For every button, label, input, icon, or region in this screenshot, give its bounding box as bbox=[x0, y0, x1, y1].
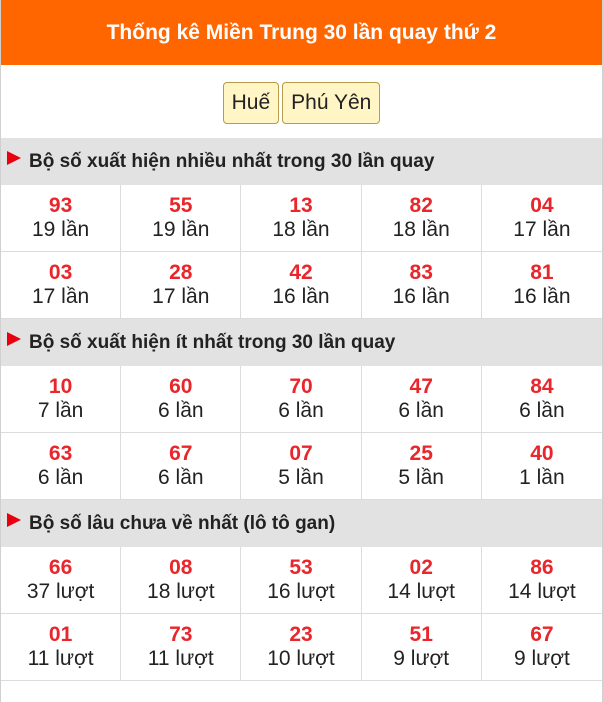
lotto-number: 47 bbox=[409, 374, 433, 398]
section-most-frequent-title bbox=[1, 138, 602, 185]
lotto-number: 93 bbox=[48, 193, 73, 217]
number-cell bbox=[241, 547, 361, 614]
occurrence-count: 5 lần bbox=[278, 466, 324, 489]
number-cell bbox=[241, 614, 361, 681]
occurrence-count: 19 lần bbox=[31, 218, 90, 241]
occurrence-count: 37 lượt bbox=[26, 580, 95, 603]
number-cell bbox=[241, 366, 361, 433]
page-title-text: Thống kê Miền Trung 30 lần quay thứ 2 bbox=[106, 20, 497, 44]
occurrence-count: 5 lần bbox=[398, 466, 444, 489]
number-cell bbox=[1, 252, 121, 319]
number-cell bbox=[362, 252, 482, 319]
number-cell bbox=[121, 252, 241, 319]
occurrence-count: 10 lượt bbox=[267, 647, 335, 670]
occurrence-count: 17 lần bbox=[513, 218, 571, 241]
lotto-number: 03 bbox=[48, 260, 73, 284]
lotto-number: 01 bbox=[48, 622, 73, 646]
occurrence-count: 17 lần bbox=[152, 285, 210, 308]
number-cell bbox=[121, 366, 241, 433]
occurrence-count: 6 lần bbox=[398, 399, 444, 422]
number-cell bbox=[121, 433, 241, 500]
lotto-number: 42 bbox=[289, 260, 313, 284]
occurrence-count: 6 lần bbox=[37, 466, 84, 489]
occurrence-count: 11 lượt bbox=[27, 647, 94, 670]
lotto-number: 67 bbox=[530, 622, 554, 646]
occurrence-count: 18 lần bbox=[392, 218, 450, 241]
red-flag-icon bbox=[7, 513, 21, 527]
lotto-number: 08 bbox=[169, 555, 193, 579]
lotto-number: 70 bbox=[289, 374, 313, 398]
lotto-number: 67 bbox=[169, 441, 193, 465]
lotto-number: 81 bbox=[530, 260, 554, 284]
lotto-number: 51 bbox=[409, 622, 433, 646]
occurrence-count: 1 lần bbox=[519, 466, 565, 489]
least-frequent-grid bbox=[1, 366, 602, 500]
occurrence-count: 7 lần bbox=[37, 399, 84, 422]
occurrence-count: 9 lượt bbox=[393, 647, 450, 670]
lotto-number: 83 bbox=[409, 260, 433, 284]
lotto-number: 84 bbox=[530, 374, 554, 398]
number-cell bbox=[1, 433, 121, 500]
number-cell bbox=[362, 366, 482, 433]
number-cell bbox=[241, 433, 361, 500]
occurrence-count: 6 lần bbox=[278, 399, 324, 422]
section-title-text: Bộ số xuất hiện nhiều nhất trong 30 lần quay bbox=[29, 150, 435, 172]
tab-hue[interactable]: Huế bbox=[223, 82, 280, 124]
occurrence-count: 14 lượt bbox=[387, 580, 455, 603]
lotto-number: 04 bbox=[530, 193, 554, 217]
number-cell bbox=[121, 614, 241, 681]
lotto-number: 55 bbox=[169, 193, 193, 217]
number-cell bbox=[482, 185, 602, 252]
lotto-number: 63 bbox=[48, 441, 73, 465]
occurrence-count: 16 lần bbox=[392, 285, 450, 308]
occurrence-count: 17 lần bbox=[31, 285, 90, 308]
lotto-number: 07 bbox=[289, 441, 313, 465]
lotto-number: 10 bbox=[48, 374, 73, 398]
lotto-number: 82 bbox=[409, 193, 433, 217]
occurrence-count: 11 lượt bbox=[147, 647, 214, 670]
number-cell bbox=[121, 185, 241, 252]
occurrence-count: 16 lần bbox=[513, 285, 571, 308]
lotto-number: 40 bbox=[530, 441, 554, 465]
number-cell bbox=[1, 366, 121, 433]
gan-grid bbox=[1, 547, 602, 681]
lotto-number: 13 bbox=[289, 193, 313, 217]
section-least-frequent-title bbox=[1, 319, 602, 366]
number-cell bbox=[1, 547, 121, 614]
lotto-number: 86 bbox=[530, 555, 554, 579]
occurrence-count: 16 lượt bbox=[267, 580, 335, 603]
occurrence-count: 16 lần bbox=[272, 285, 330, 308]
occurrence-count: 9 lượt bbox=[513, 647, 570, 670]
page-title bbox=[1, 0, 602, 65]
occurrence-count: 6 lần bbox=[519, 399, 565, 422]
occurrence-count: 14 lượt bbox=[508, 580, 576, 603]
occurrence-count: 6 lần bbox=[158, 399, 204, 422]
tab-phu-yen[interactable]: Phú Yên bbox=[282, 82, 380, 124]
number-cell bbox=[241, 185, 361, 252]
number-cell bbox=[362, 433, 482, 500]
number-cell bbox=[362, 185, 482, 252]
occurrence-count: 6 lần bbox=[158, 466, 204, 489]
lotto-number: 25 bbox=[409, 441, 433, 465]
number-cell bbox=[121, 547, 241, 614]
number-cell bbox=[1, 185, 121, 252]
number-cell bbox=[482, 252, 602, 319]
occurrence-count: 18 lần bbox=[272, 218, 330, 241]
province-tabs bbox=[1, 65, 602, 138]
red-flag-icon bbox=[7, 151, 21, 165]
section-title-text: Bộ số lâu chưa về nhất (lô tô gan) bbox=[29, 512, 336, 534]
number-cell bbox=[362, 547, 482, 614]
number-cell bbox=[241, 252, 361, 319]
section-title-text: Bộ số xuất hiện ít nhất trong 30 lần quay bbox=[29, 331, 396, 353]
lotto-number: 23 bbox=[289, 622, 313, 646]
red-flag-icon bbox=[7, 332, 21, 346]
number-cell bbox=[482, 433, 602, 500]
section-gan-title bbox=[1, 500, 602, 547]
number-cell bbox=[482, 614, 602, 681]
lotto-number: 66 bbox=[48, 555, 73, 579]
occurrence-count: 19 lần bbox=[152, 218, 210, 241]
lotto-number: 60 bbox=[169, 374, 193, 398]
lotto-number: 02 bbox=[409, 555, 433, 579]
number-cell bbox=[482, 366, 602, 433]
number-cell bbox=[482, 547, 602, 614]
most-frequent-grid bbox=[1, 185, 602, 319]
lotto-number: 28 bbox=[169, 260, 193, 284]
lotto-number: 53 bbox=[289, 555, 313, 579]
number-cell bbox=[362, 614, 482, 681]
occurrence-count: 18 lượt bbox=[147, 580, 215, 603]
lotto-number: 73 bbox=[169, 622, 193, 646]
number-cell bbox=[1, 614, 121, 681]
